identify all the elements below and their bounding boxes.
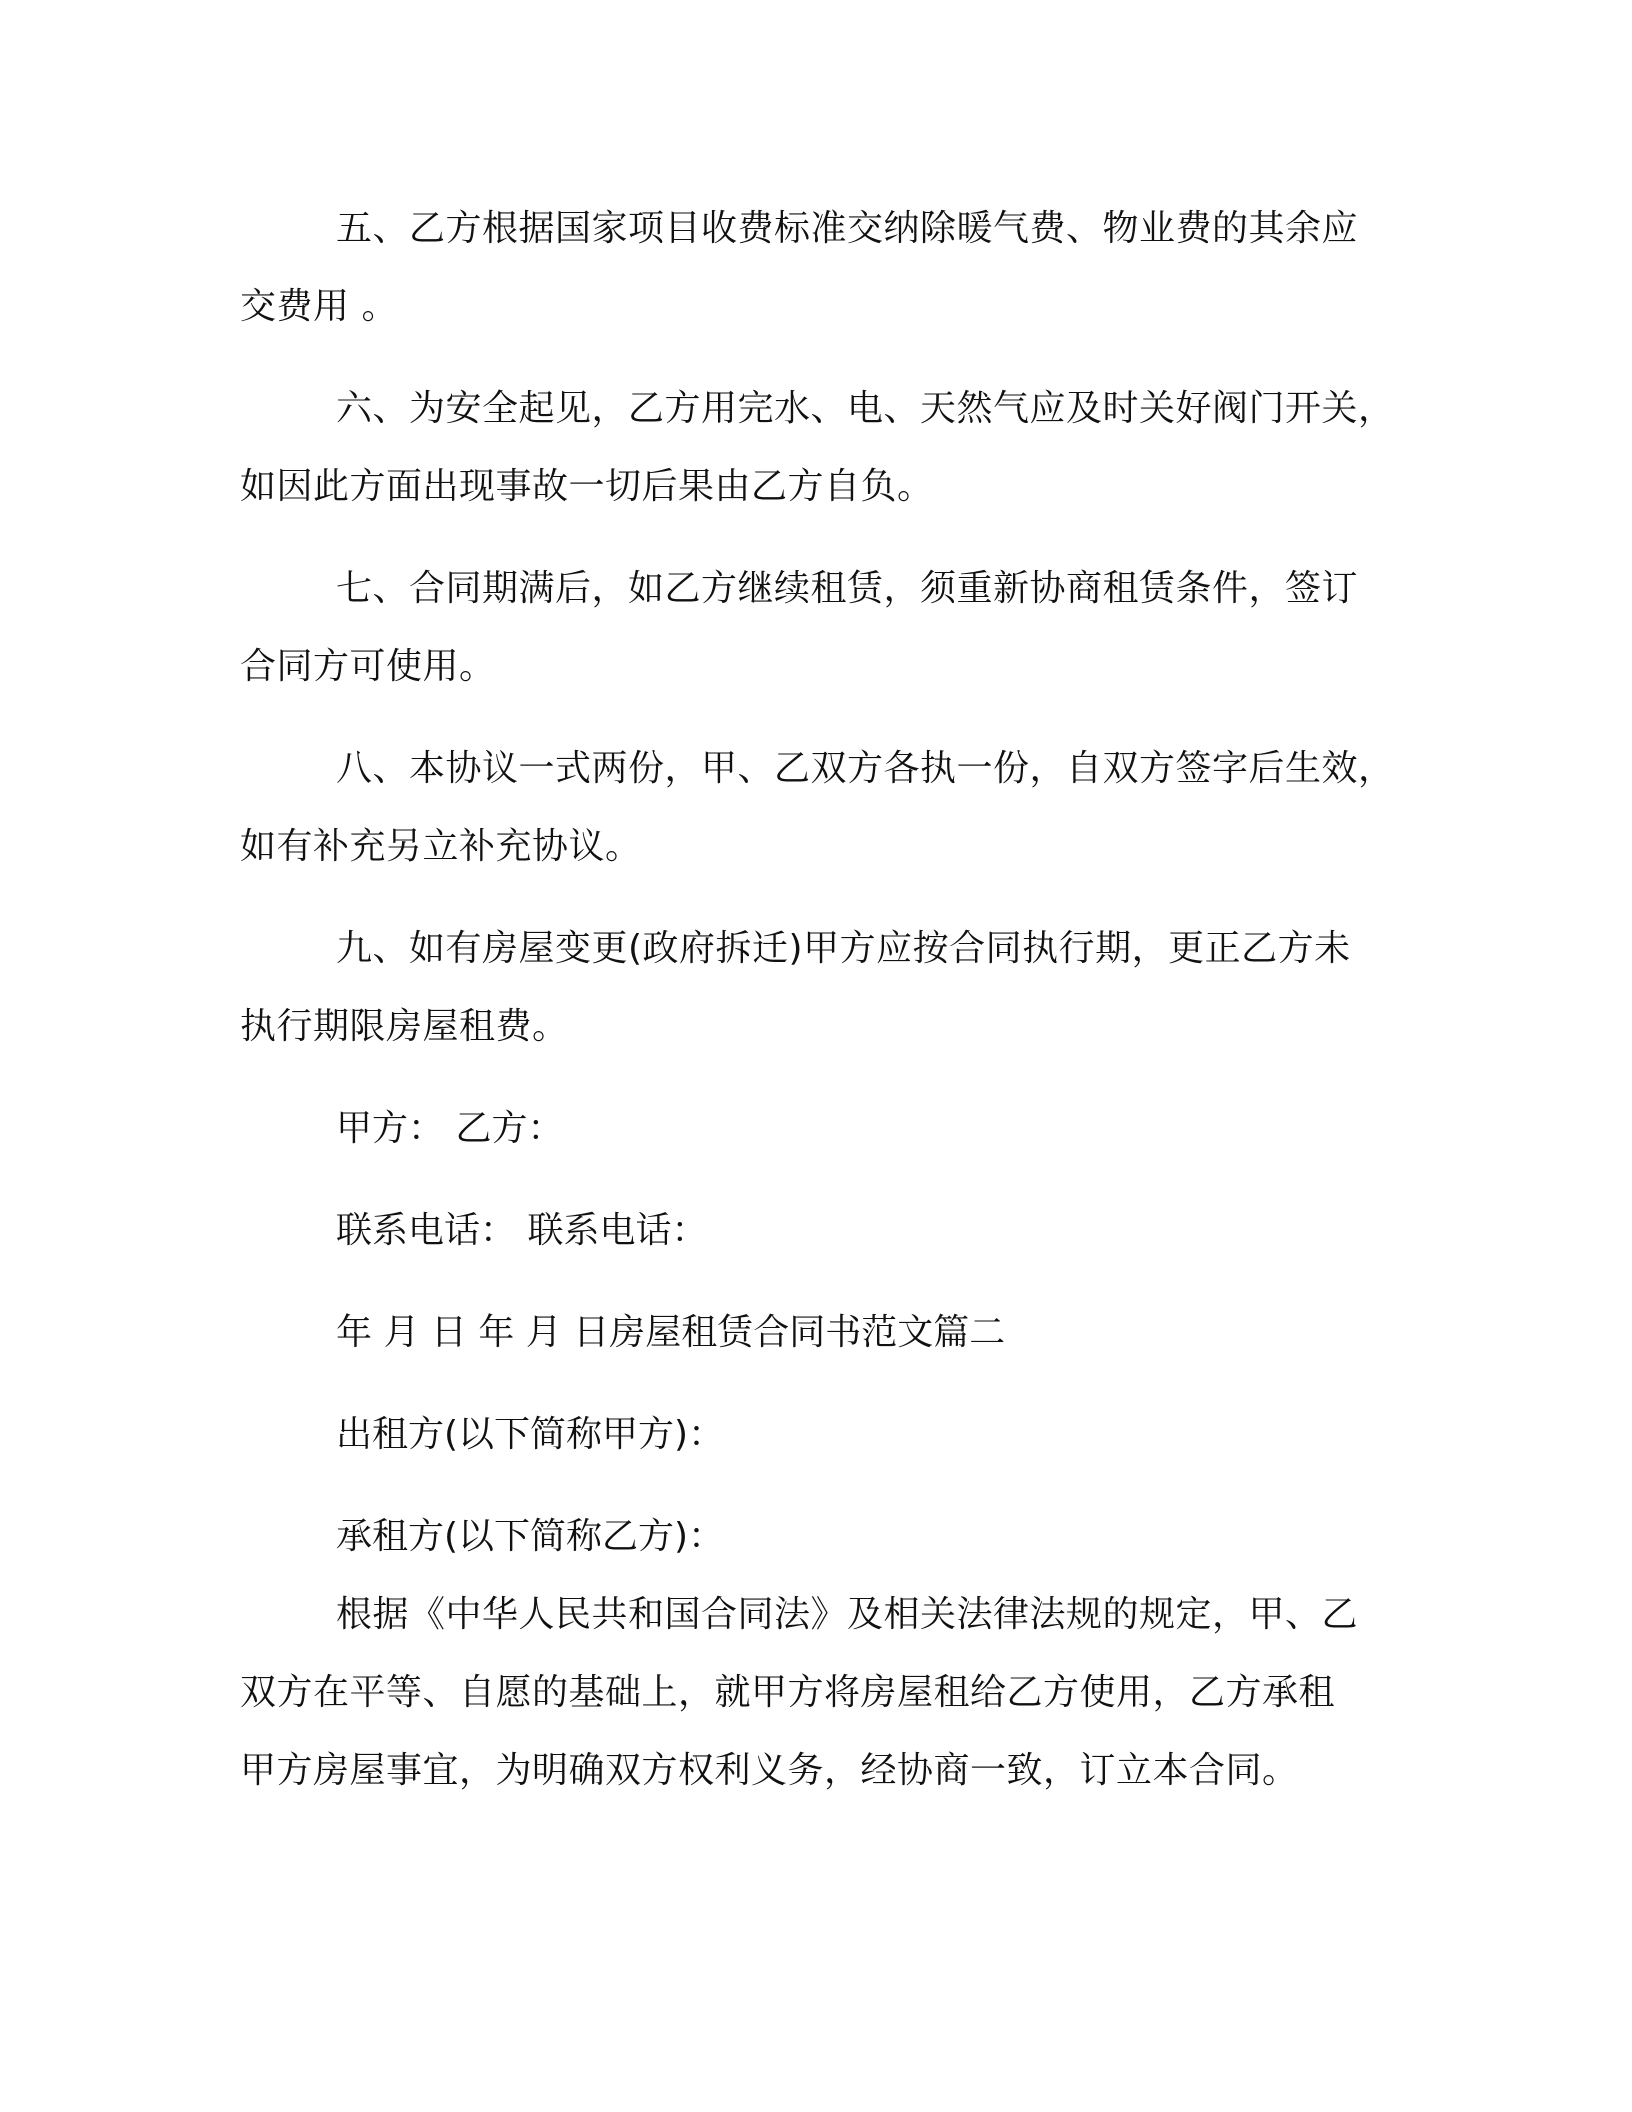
- clause-8: [240, 730, 1420, 886]
- clause-6: [240, 370, 1420, 526]
- basis-paragraph: [240, 1576, 1420, 1810]
- clause-9-line-1: 九、如有房屋变更(政府拆迁)甲方应按合同执行期，更正乙方未: [336, 928, 1351, 969]
- clause-9: [240, 910, 1420, 1066]
- lessee-line: 承租方(以下简称乙方)：: [336, 1516, 725, 1557]
- clause-7-line-1: 七、合同期满后，如乙方继续租赁，须重新协商租赁条件，签订: [336, 568, 1359, 609]
- phone-line: 联系电话： 联系电话：: [336, 1210, 708, 1251]
- lessor-line: 出租方(以下简称甲方)：: [336, 1414, 725, 1455]
- basis-line-3: 甲方房屋事宜，为明确双方权利义务，经协商一致，订立本合同。: [240, 1750, 1299, 1791]
- date-title-line: 年 月 日 年 月 日房屋租赁合同书范文篇二: [336, 1312, 1006, 1353]
- clause-6-line-1: 六、为安全起见，乙方用完水、电、天然气应及时关好阀门开关，: [336, 388, 1395, 429]
- signature-line: 甲方： 乙方：: [336, 1108, 564, 1149]
- clause-7: [240, 550, 1420, 706]
- clause-8-line-2: 如有补充另立补充协议。: [240, 826, 642, 867]
- clause-6-line-2: 如因此方面出现事故一切后果由乙方自负。: [240, 466, 934, 507]
- clause-7-line-2: 合同方可使用。: [240, 646, 496, 687]
- clause-9-line-2: 执行期限房屋租费。: [240, 1006, 569, 1047]
- clause-5: [240, 190, 1420, 346]
- basis-line-1: 根据《中华人民共和国合同法》及相关法律法规的规定，甲、乙: [336, 1594, 1359, 1635]
- clause-5-line-2: 交费用 。: [240, 286, 398, 327]
- clause-5-line-1: 五、乙方根据国家项目收费标准交纳除暖气费、物业费的其余应: [336, 208, 1359, 249]
- document-body: [240, 190, 1420, 1810]
- basis-line-2: 双方在平等、自愿的基础上，就甲方将房屋租给乙方使用，乙方承租: [240, 1672, 1336, 1713]
- clause-8-line-1: 八、本协议一式两份，甲、乙双方各执一份，自双方签字后生效，: [336, 748, 1395, 789]
